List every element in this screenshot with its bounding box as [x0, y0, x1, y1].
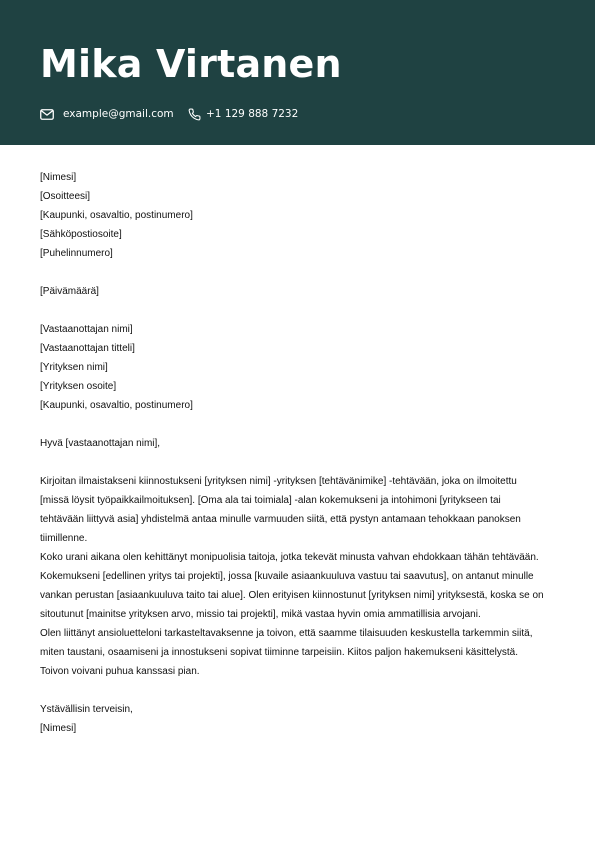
body-line: Toivon voivani puhua kanssasi pian. — [40, 666, 200, 677]
applicant-name: Mika Virtanen — [40, 42, 342, 86]
body-line: miten taustani, osaamiseni ja innostukseni sopivat tiiminne tarpeisiin. Kiitos paljon hakemukseni käsittelystä. — [40, 647, 519, 658]
header-banner — [0, 0, 595, 145]
recipient-company-address: [Yrityksen osoite] — [40, 381, 117, 392]
closing: Ystävällisin terveisin, — [40, 704, 133, 715]
recipient-company: [Yrityksen nimi] — [40, 362, 108, 373]
body-line: tehtävään liittyvä asia] yhdistelmä antaa minulle varmuuden siitä, että pystyn antamaan tehokkaan panoksen — [40, 514, 521, 525]
envelope-icon — [40, 109, 54, 120]
signature: [Nimesi] — [40, 723, 77, 734]
sender-phone: [Puhelinnumero] — [40, 248, 113, 259]
letter-body — [40, 168, 558, 738]
body-line: [missä löysit työpaikkailmoituksen]. [Oma ala tai toimiala] -alan kokemukseni ja intohimoni [yritykseen tai — [40, 495, 501, 506]
body-line: Kokemukseni [edellinen yritys tai projekti], jossa [kuvaile asiaankuuluva vastuu tai saavutus], on antanut minulle — [40, 571, 534, 582]
spacer — [40, 453, 558, 472]
phone-icon — [188, 108, 201, 121]
spacer — [40, 681, 558, 700]
sender-email: [Sähköpostiosoite] — [40, 229, 122, 240]
contact-email — [40, 106, 174, 122]
body-line: sitoutunut [mainitse yrityksen arvo, missio tai projekti], mikä vastaa hyvin omia ammatillisia arvojani. — [40, 609, 481, 620]
contact-phone — [188, 106, 298, 122]
recipient-title: [Vastaanottajan titteli] — [40, 343, 135, 354]
body-line: tiimillenne. — [40, 533, 88, 544]
email-text: example@gmail.com — [63, 108, 174, 120]
body-line: Kirjoitan ilmaistakseni kiinnostukseni [yrityksen nimi] -yrityksen [tehtävänimike] -tehtävään, joka on ilmoitettu — [40, 476, 517, 487]
recipient-name: [Vastaanottajan nimi] — [40, 324, 133, 335]
sender-name: [Nimesi] — [40, 172, 77, 183]
spacer — [40, 415, 558, 434]
spacer — [40, 301, 558, 320]
recipient-city: [Kaupunki, osavaltio, postinumero] — [40, 400, 193, 411]
spacer — [40, 263, 558, 282]
body-line: Olen liittänyt ansioluetteloni tarkasteltavaksenne ja toivon, että saamme tilaisuuden keskustella tarkemmin siitä, — [40, 628, 533, 639]
sender-address: [Osoitteesi] — [40, 191, 91, 202]
letter-date: [Päivämäärä] — [40, 286, 99, 297]
sender-city: [Kaupunki, osavaltio, postinumero] — [40, 210, 193, 221]
body-line: vankan perustan [asiaankuuluva taito tai alue]. Olen erityisen kiinnostunut [yrityksen nimi] yrityksestä, koska se on — [40, 590, 544, 601]
phone-text: +1 129 888 7232 — [206, 108, 299, 120]
body-line: Koko urani aikana olen kehittänyt monipuolisia taitoja, jotka tekevät minusta vahvan ehdokkaan tähän tehtävään. — [40, 552, 539, 563]
salutation: Hyvä [vastaanottajan nimi], — [40, 438, 161, 449]
